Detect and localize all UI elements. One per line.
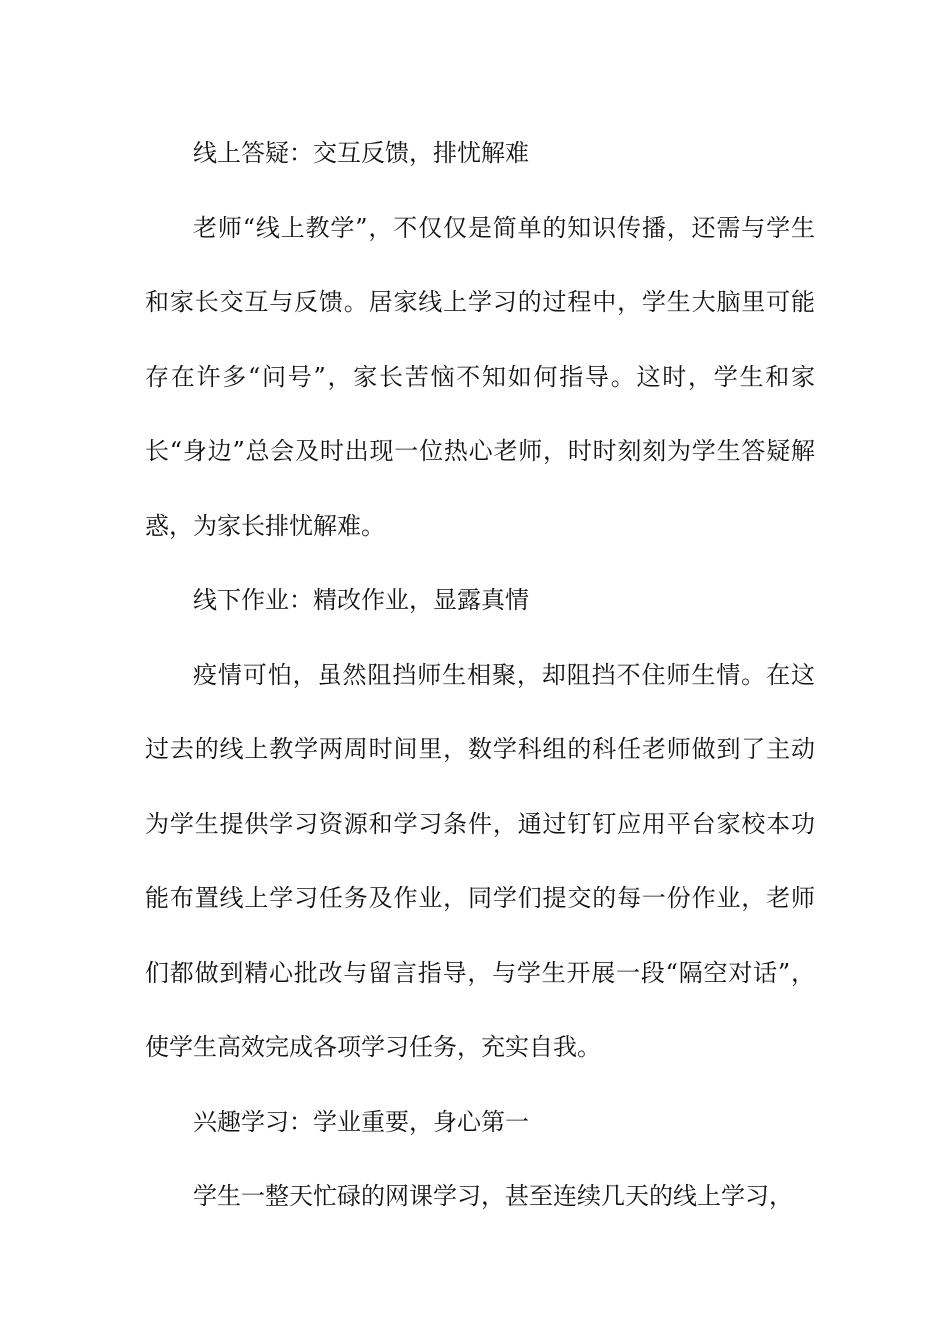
document-body [145,116,815,1234]
paragraph-online-teaching: 老师“线上教学”，不仅仅是简单的知识传播，还需与学生和家长交互与反馈。居家线上学习的过程中，学生大脑里可能存在许多“问号”，家长苦恼不知如何指导。这时，学生和家长“身边”总会及时出现一位热心老师，时时刻刻为学生答疑解惑，为家长排忧解难。 [145,213,815,540]
paragraph-interest-learning: 学生一整天忙碌的网课学习，甚至连续几天的线上学习， [193,1182,793,1210]
section-heading-interest-learning: 兴趣学习：学业重要，身心第一 [193,1107,529,1136]
paragraph-homework-correction: 疫情可怕，虽然阻挡师生相聚，却阻挡不住师生情。在这过去的线上教学两周时间里，数学科组的科任老师做到了主动为学生提供学习资源和学习条件，通过钉钉应用平台家校本功能布置线上学习任务及作业，同学们提交的每一份作业，老师们都做到精心批改与留言指导，与学生开展一段“隔空对话”，使学生高效完成各项学习任务，充实自我。 [145,660,815,1061]
section-heading-online-qa: 线上答疑：交互反馈，排忧解难 [193,139,529,167]
section-heading-offline-homework: 线下作业：精改作业，显露真情 [193,586,529,614]
